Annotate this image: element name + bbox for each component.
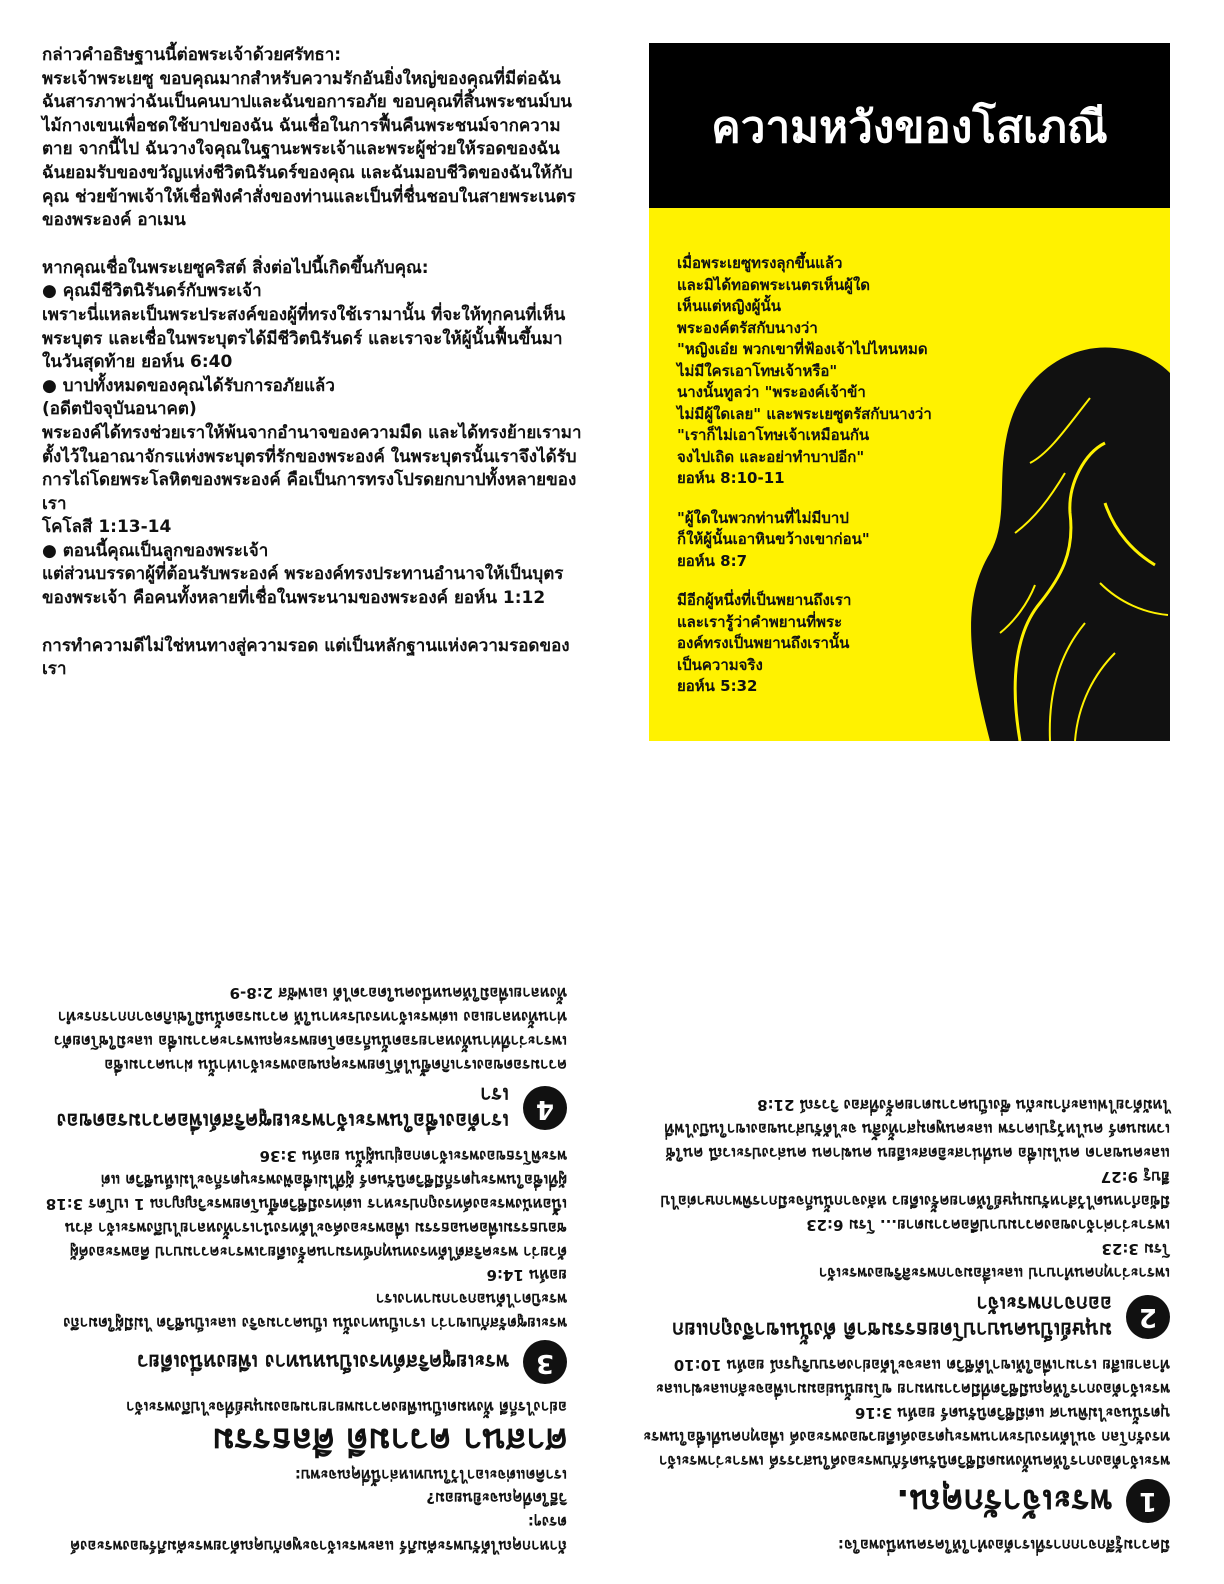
step-1-title: พระเจ้ารักคุณ.	[896, 1481, 1112, 1521]
if-believe-heading: หากคุณเชื่อในพระเยซูคริสต์ สิ่งต่อไปนี้เกิดขึ้นกับคุณ:	[42, 257, 429, 278]
prayer-body: พระเจ้าพระเยซู ขอบคุณมากสำหรับความรักอันยิ่งใหญ่ของคุณที่มีต่อฉัน ฉันสารภาพว่าฉันเป็นคนบาปและฉันขอการอภัย ขอบคุณที่สิ้นพระชนม์บนไม้กางเขนเพื่อชดใช้บาปของฉัน ฉันเชื่อในการฟื้นคืนพระชนม์จากความตาย จากนี้ไป ฉันวางใจคุณในฐานะพระเจ้าและพระผู้ช่วยให้รอดของฉัน ฉันยอมรับของขวัญแห่งชีวิตนิรันดร์ของคุณ และฉันมอบชีวิตของฉันให้กับคุณ ช่วยข้าพเจ้าให้เชื่อฟังคำสั่งของท่านและเป็นที่ชื่นชอบในสายพระเนตรของพระองค์ อาเมน	[42, 68, 576, 231]
cover-quote-2: "ผู้ใดในพวกท่านที่ไม่มีบาป ก็ให้ผู้นั้นเอาหินขว้างเขาก่อน" ยอห์น 8:7	[677, 508, 870, 570]
step-1-number: 1	[1126, 1479, 1170, 1523]
step-4-header	[42, 1082, 567, 1134]
step-2-number: 2	[1126, 1295, 1170, 1339]
booklet-right-panel	[640, 812, 1170, 1557]
step-3-title: พระเยซูคริสต์ทรงเป็นหนทาง เพียงหนึ่งเดียว	[137, 1350, 509, 1375]
step-4-title: เราต้องเชื่อในพระเจ้าพระเยซูคริสต์เพื่อความรอดของเรา	[56, 1082, 509, 1133]
religion-text: อย่างไรก็ดี ทั้งหมดเป็นเพียงความพยายามของมนุษย์ที่จะไปถึงพระเจ้า	[126, 1397, 567, 1416]
point3-text: แต่ส่วนบรรดาผู้ที่ต้อนรับพระองค์ พระองค์ทรงประทานอำนาจให้เป็นบุตรของพระเจ้า คือคนทั้งหลายที่เชื่อในพระนามของพระองค์ ยอห์น 1:12	[42, 564, 564, 609]
step-3-header	[42, 1340, 567, 1384]
point1-text: เพราะนี่แหละเป็นพระประสงค์ของผู้ที่ทรงใช้เรามานั้น ที่จะให้ทุกคนที่เห็นพระบุตร และเชื่อในพระบุตรได้มีชีวิตนิรันดร์ และเราจะให้ผู้นั้นฟื้นขึ้นมาในวันสุดท้าย ยอห์น 6:40	[42, 304, 566, 373]
prayer-panel	[42, 44, 582, 682]
step-2-text: เพราะว่าทุกคนทำบาป และเสื่อมจากพระสิริของพระเจ้า โรม 3:23 เพราะว่าค่าจ้างของความบาปคือความตาย... โรม 6:23 มีข้อกำหนดไว้สำหรับมนุษย์ให้ตายครั้งเดียว หลังจากนั้นก็จะมีการพิพากษาต่อไป ฮีบรู 9:27 และคนขลาด คนไม่เชื่อ คนที่น่าสะอิดสะเอียน คนฆ่าคน คนล่วงประเวณี คนใช้เวทมนตร์ คนไหว้รูปเคารพ และคนพูดมุสาทั้งสิ้น จะได้รับส่วนของเขาในบึงไฟที่ไหม้ด้วยไฟและกำมะถัน ซึ่งเป็นความตายครั้งที่สอง วิวรณ์ 21:8	[660, 1096, 1170, 1282]
step-1-header	[640, 1479, 1170, 1523]
point1-title: ● คุณมีชีวิตนิรันดร์กับพระเจ้า	[42, 281, 262, 302]
prayer-intro: กล่าวคำอธิษฐานนี้ต่อพระเจ้าด้วยศรัทธา:	[42, 45, 342, 65]
step-1-text: พระเจ้าต้องการให้คนทั้งหมดมีชีวิตนิรันดร์กับพระองค์ในสวรรค์ เพราะว่าพระเจ้าทรงรักโลก จนได้ทรงประทานพระบุตรองค์เดียวของพระองค์ เพื่อทุกคนที่เชื่อในพระบุตรนั้นจะไม่พินาศ แต่มีชีวิตนิรันดร์ ยอห์น 3:16 พระเจ้าต้องการให้คุณมีชีวิตที่มีความหมาย ขโมยนั้นย่อมมาเพื่อจะลักและฆ่าและทำลายเสีย เรามาเพื่อให้เขาได้ชีวิต และจะได้อย่างครบบริบูรณ์ ยอห์น 10:10	[643, 1356, 1170, 1470]
closing-text: การทำความดีไม่ใช่หนทางสู่ความรอด แต่เป็นหลักฐานแห่งความรอดของเรา	[42, 635, 570, 680]
cover-quote-3: มีอีกผู้หนึ่งที่เป็นพยานถึงเรา และเรารู้ว่าคำพยานที่พระ องค์ทรงเป็นพยานถึงเรานั้น เป็นความจริง ยอห์น 5:32	[677, 591, 852, 695]
booklet-left-panel	[42, 812, 567, 1557]
point3-title: ● ตอนนี้คุณเป็นลูกของพระเจ้า	[42, 540, 269, 561]
woman-illustration	[900, 303, 1170, 741]
step-4-text: ความรอดของเราเกิดขึ้นได้โดยพระคุณของพระเจ้าเท่านั้น ผ่านความเชื่อ เพราะว่าที่ท่านทั้งหลายรอดนั้นก็รอดโดยพระคุณเพราะความเชื่อ และมิใช่โดยตัวท่านทั้งหลายเอง แต่พระเจ้าทรงประทานให้ ความรอดนั้นมิใช่เกิดจากการกระทำทั้งหลายเพื่อมิให้คนหนึ่งคนใดอวดได้ เอเฟซัส 2:8-9	[53, 984, 567, 1074]
step-2-header	[640, 1291, 1170, 1343]
booklet-right-intro: มีความรู้สึกจากการที่เราต้องทำให้ใครคนหนึ่งพอใจ:	[837, 1536, 1170, 1554]
step-3-number: 3	[523, 1340, 567, 1384]
step-3-text: พระเยซูตรัสกับเขาว่า เราเป็นทางนั้น เป็นความจริง และเป็นชีวิต ไม่มีผู้ใดมาถึงพระบิดาได้นอกจากมาทางเรา ยอห์น 14:6 ด้วยว่า พระคริสต์ได้ทรงทนทุกข์ทรมานครั้งเดียวเพราะความบาป คือพระองค์ผู้ชอบธรรมเพื่อคนอธรรม เพื่อพระองค์จะได้ทรงนำเราทั้งหลายไปถึงพระเจ้า ส่วนเนื้อหนังพระองค์ทรงถูกประหาร แต่ทรงมีชีวิตขึ้นโดยพระวิญญาณ 1 เปโตร 3:18 ผู้ที่เชื่อในพระบุตรก็มีชีวิตนิรันดร์ ผู้ที่ไม่เชื่อฟังพระบุตรก็จะไม่เห็นชีวิต แต่พระพิโรธของพระเจ้าตกอยู่บนผู้นั้น ยอห์น 3:36	[45, 1147, 567, 1333]
step-2-title: มนุษย์เป็นคนบาปโดยธรรมชาติ ดังนั้นเขาจึงถูกแยกออกจากพระเจ้า	[672, 1292, 1112, 1342]
cover-panel	[649, 43, 1170, 741]
step-4-number: 4	[523, 1086, 567, 1130]
cover-quote-1: เมื่อพระเยซูทรงลุกขึ้นแล้ว และมิได้ทอดพระเนตรเห็นผู้ใด เห็นแต่หญิงผู้นั้น พระองค์ตรัสกับนางว่า "หญิงเอ๋ย พวกเขาที่ฟ้องเจ้าไปไหนหมด ไม่มีใครเอาโทษเจ้าหรือ" นางนั้นทูลว่า "พระองค์เจ้าข้า ไม่มีผู้ใดเลย" และพระเยซูตรัสกับนางว่า "เราก็ไม่เอาโทษเจ้าเหมือนกัน จงไปเถิด และอย่าทำบาปอีก" ยอห์น 8:10-11	[677, 254, 932, 487]
cover-title-band	[649, 43, 1170, 208]
point2-text: พระองค์ได้ทรงช่วยเราให้พ้นจากอำนาจของความมืด และได้ทรงย้ายเรามาตั้งไว้ในอาณาจักรแห่งพระบุตรที่รักของพระองค์ ในพระบุตรนั้นเราจึงได้รับการไถ่โดยพระโลหิตของพระองค์ คือเป็นการทรงโปรดยกบาปทั้งหลายของเรา โคโลสี 1:13-14	[42, 422, 582, 538]
point2-title: ● บาปทั้งหมดของคุณได้รับการอภัยแล้ว (อดีตปัจจุบันอนาคต)	[42, 375, 335, 420]
booklet-left-intro: ถ้าหากคุณได้รับพระคัมภีร์ และพระเจ้าจะพูดกับคุณด้วยพระคัมภีร์ของพระองค์ตรงๆ: วิธีใดที่คุณจะยินยอม? เราคิดแต่จะเอาไว้ในบทเหล่านี้ที่คุณจะพบ:	[70, 1465, 567, 1555]
religion-heading: ศาสนา ความดี ศีลธรรม	[212, 1419, 567, 1460]
cover-title: ความหวังของโสเภณี	[711, 102, 1108, 153]
